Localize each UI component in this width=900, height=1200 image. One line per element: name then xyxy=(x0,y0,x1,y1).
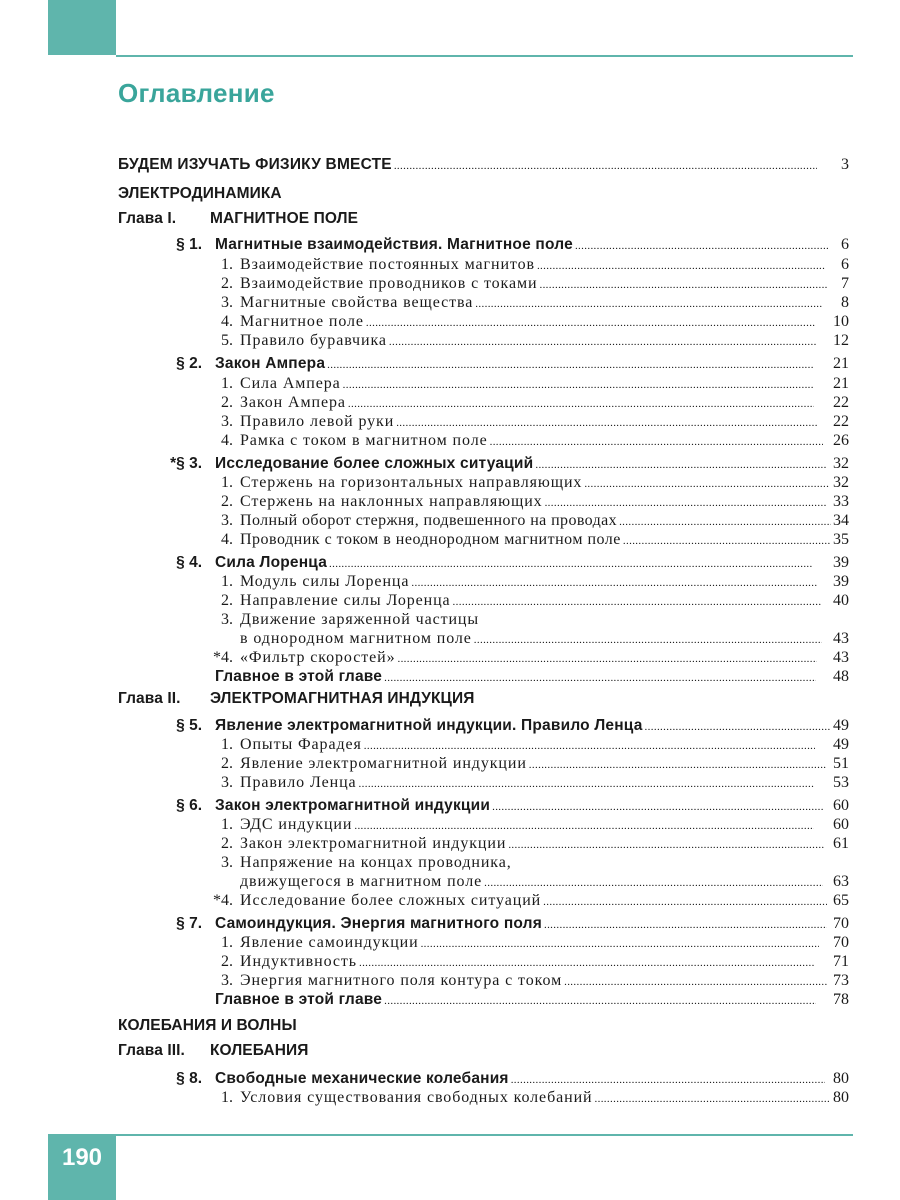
toc-entry-intro[interactable] xyxy=(118,156,849,174)
chapter-heading-2 xyxy=(118,690,474,708)
dot-leader xyxy=(544,915,827,933)
item-number: *4. xyxy=(213,649,233,666)
toc-entry-title: Напряжение на концах проводника, xyxy=(240,854,512,871)
toc-entry-page: 10 xyxy=(833,313,849,330)
paragraph-number: § 4. xyxy=(176,554,202,571)
toc-entry-title: Правило буравчика xyxy=(240,332,387,349)
toc-entry-item[interactable] xyxy=(240,736,849,754)
dot-leader xyxy=(529,755,826,773)
toc-entry-title: БУДЕМ ИЗУЧАТЬ ФИЗИКУ ВМЕСТЕ xyxy=(118,156,392,173)
dot-leader xyxy=(543,892,827,910)
item-number: 2. xyxy=(221,953,233,970)
dot-leader xyxy=(537,256,826,274)
section-heading-oscillations-waves: КОЛЕБАНИЯ И ВОЛНЫ xyxy=(118,1017,297,1034)
toc-entry-page: 70 xyxy=(833,934,849,951)
bottom-rule xyxy=(116,1134,853,1136)
dot-leader xyxy=(539,275,826,293)
toc-entry-item[interactable] xyxy=(240,474,849,492)
toc-entry-page: 63 xyxy=(833,873,849,890)
toc-entry-title: Энергия магнитного поля контура с током xyxy=(240,972,563,989)
paragraph-number: § 8. xyxy=(176,1070,202,1087)
dot-leader xyxy=(453,592,821,610)
page-number: 190 xyxy=(61,1144,103,1171)
toc-entry-page: 35 xyxy=(833,531,849,548)
item-number: 1. xyxy=(221,573,233,590)
toc-entry-item[interactable] xyxy=(240,835,849,853)
dot-leader xyxy=(397,649,817,667)
toc-entry-paragraph-2[interactable] xyxy=(215,355,849,373)
toc-entry-item[interactable] xyxy=(240,816,849,834)
dot-leader xyxy=(359,774,815,792)
toc-entry-page: 8 xyxy=(841,294,849,311)
toc-entry-page: 60 xyxy=(833,797,849,814)
toc-entry-paragraph-8[interactable] xyxy=(215,1070,849,1088)
toc-entry-title: Взаимодействие постоянных магнитов xyxy=(240,256,535,273)
page-title: Оглавление xyxy=(118,78,275,108)
dot-leader xyxy=(535,455,826,473)
toc-entry-title: Проводник с током в неоднородном магнитном поле xyxy=(240,531,621,548)
chapter-prefix: Глава III. xyxy=(118,1042,185,1059)
toc-entry-page: 33 xyxy=(833,493,849,510)
toc-entry-page: 71 xyxy=(833,953,849,970)
paragraph-number: § 5. xyxy=(176,717,202,734)
dot-leader xyxy=(584,474,829,492)
toc-entry-paragraph-7[interactable] xyxy=(215,915,849,933)
toc-entry-title: Взаимодействие проводников с токами xyxy=(240,275,538,292)
chapter-heading-3 xyxy=(118,1042,308,1060)
toc-entry-item-line1 xyxy=(240,854,849,872)
dot-leader xyxy=(389,332,817,350)
dot-leader xyxy=(564,972,828,990)
toc-entry-page: 7 xyxy=(841,275,849,292)
chapter-heading-1 xyxy=(118,210,358,228)
item-number: 5. xyxy=(221,332,233,349)
toc-entry-item[interactable] xyxy=(240,972,849,990)
toc-entry-title: Сила Лоренца xyxy=(215,554,328,571)
toc-entry-page: 12 xyxy=(833,332,849,349)
item-number: 3. xyxy=(221,611,233,628)
dot-leader xyxy=(484,873,823,891)
toc-entry-item[interactable] xyxy=(240,413,849,431)
toc-entry-title: Закон электромагнитной индукции xyxy=(215,797,491,814)
dot-leader xyxy=(421,934,819,952)
dot-leader xyxy=(354,816,814,834)
toc-entry-paragraph-6[interactable] xyxy=(215,797,849,815)
dot-leader xyxy=(396,413,817,431)
toc-entry-title: Закон электромагнитной индукции xyxy=(240,835,507,852)
chapter-prefix: Глава I. xyxy=(118,210,177,227)
toc-entry-item[interactable] xyxy=(240,873,849,891)
chapter-prefix: Глава II. xyxy=(118,690,181,707)
item-number: 2. xyxy=(221,755,233,772)
dot-leader xyxy=(366,313,815,331)
toc-entry-paragraph-3[interactable] xyxy=(215,455,849,473)
toc-entry-page: 70 xyxy=(833,915,849,932)
toc-entry-page: 6 xyxy=(841,256,849,273)
toc-entry-title: Модуль силы Лоренца xyxy=(240,573,410,590)
toc-entry-title: Опыты Фарадея xyxy=(240,736,362,753)
toc-entry-item[interactable] xyxy=(240,649,849,667)
toc-entry-page: 32 xyxy=(833,474,849,491)
paragraph-number: § 7. xyxy=(176,915,202,932)
dot-leader xyxy=(619,512,831,530)
chapter-title: ЭЛЕКТРОМАГНИТНАЯ ИНДУКЦИЯ xyxy=(210,690,475,707)
item-number: 3. xyxy=(221,413,233,430)
toc-entry-item[interactable] xyxy=(240,630,849,648)
dot-leader xyxy=(508,835,824,853)
toc-entry-item[interactable] xyxy=(240,1089,849,1107)
toc-entry-title: Условия существования свободных колебаний xyxy=(240,1089,593,1106)
toc-entry-title: ЭДС индукции xyxy=(240,816,353,833)
paragraph-number: § 1. xyxy=(176,236,202,253)
item-number: 3. xyxy=(221,512,233,529)
toc-entry-page: 49 xyxy=(833,717,849,734)
toc-entry-item[interactable] xyxy=(240,313,849,331)
toc-entry-chapter-summary-1[interactable] xyxy=(215,668,849,686)
item-number: 1. xyxy=(221,736,233,753)
toc-entry-title: Полный оборот стержня, подвешенного на проводах xyxy=(240,512,618,529)
chapter-title: МАГНИТНОЕ ПОЛЕ xyxy=(210,210,359,227)
item-number: 1. xyxy=(221,816,233,833)
toc-entry-item[interactable] xyxy=(240,375,849,393)
item-number: 4. xyxy=(221,313,233,330)
item-number: 3. xyxy=(221,854,233,871)
toc-entry-page: 51 xyxy=(833,755,849,772)
dot-leader xyxy=(343,375,814,393)
toc-entry-page: 34 xyxy=(833,512,849,529)
toc-entry-item[interactable] xyxy=(240,332,849,350)
toc-entry-page: 61 xyxy=(833,835,849,852)
toc-entry-title: Стержень на горизонтальных направляющих xyxy=(240,474,583,491)
toc-entry-title: Закон Ампера xyxy=(240,394,346,411)
toc-entry-item[interactable] xyxy=(240,755,849,773)
item-number: *4. xyxy=(213,892,233,909)
toc-entry-item[interactable] xyxy=(240,592,849,610)
item-number: 3. xyxy=(221,294,233,311)
toc-entry-paragraph-5[interactable] xyxy=(215,717,849,735)
toc-entry-title: Магнитное поле xyxy=(240,313,364,330)
toc-entry-page: 43 xyxy=(833,630,849,647)
toc-entry-page: 21 xyxy=(833,375,849,392)
toc-entry-item[interactable] xyxy=(240,892,849,910)
dot-leader xyxy=(623,531,831,549)
dot-leader xyxy=(384,668,816,686)
item-number: 1. xyxy=(221,375,233,392)
item-number: 3. xyxy=(221,972,233,989)
dot-leader xyxy=(545,493,827,511)
toc-entry-page: 22 xyxy=(833,413,849,430)
item-number: 2. xyxy=(221,394,233,411)
toc-entry-title: Правило Ленца xyxy=(240,774,357,791)
toc-entry-item[interactable] xyxy=(240,531,849,549)
toc-entry-item[interactable] xyxy=(240,512,849,530)
toc-entry-title: Магнитные свойства вещества xyxy=(240,294,474,311)
toc-entry-page: 32 xyxy=(833,455,849,472)
toc-entry-page: 60 xyxy=(833,816,849,833)
dot-leader xyxy=(575,236,829,254)
toc-entry-page: 3 xyxy=(841,156,849,173)
toc-entry-title: Свободные механические колебания xyxy=(215,1070,509,1087)
toc-entry-paragraph-4[interactable] xyxy=(215,554,849,572)
toc-entry-page: 73 xyxy=(833,972,849,989)
dot-leader xyxy=(327,355,812,373)
dot-leader xyxy=(645,717,831,735)
toc-entry-chapter-summary-2[interactable] xyxy=(215,991,849,1009)
dot-leader xyxy=(475,294,822,312)
toc-entry-page: 39 xyxy=(833,573,849,590)
dot-leader xyxy=(394,156,817,174)
toc-entry-title: Магнитные взаимодействия. Магнитное поле xyxy=(215,236,573,253)
section-heading-electrodynamics: ЭЛЕКТРОДИНАМИКА xyxy=(118,185,282,202)
item-number: 1. xyxy=(221,256,233,273)
toc-entry-title: Стержень на наклонных направляющих xyxy=(240,493,543,510)
item-number: 2. xyxy=(221,835,233,852)
item-number: 1. xyxy=(221,1089,233,1106)
item-number: 2. xyxy=(221,592,233,609)
toc-entry-title: «Фильтр скоростей» xyxy=(240,649,396,666)
paragraph-number: § 2. xyxy=(176,355,202,372)
toc-entry-item[interactable] xyxy=(240,394,849,412)
dot-leader xyxy=(595,1089,831,1107)
toc-entry-page: 78 xyxy=(833,991,849,1008)
dot-leader xyxy=(411,573,818,591)
toc-entry-title: Главное в этой главе xyxy=(215,991,383,1008)
toc-entry-page: 65 xyxy=(833,892,849,909)
dot-leader xyxy=(348,394,814,412)
dot-leader xyxy=(384,991,816,1009)
dot-leader xyxy=(474,630,822,648)
toc-entry-item-line1 xyxy=(240,611,849,629)
toc-entry-title: Закон Ампера xyxy=(215,355,326,372)
item-number: 2. xyxy=(221,275,233,292)
dot-leader xyxy=(364,736,815,754)
toc-entry-title: Главное в этой главе xyxy=(215,668,383,685)
toc-entry-page: 43 xyxy=(833,649,849,666)
toc-entry-title-continued: движущегося в магнитном поле xyxy=(240,873,483,890)
toc-entry-title: Сила Ампера xyxy=(240,375,341,392)
toc-entry-title: Исследование более сложных ситуаций xyxy=(240,892,542,909)
toc-entry-title: Индуктивность xyxy=(240,953,357,970)
dot-leader xyxy=(490,432,824,450)
toc-entry-title: Явление электромагнитной индукции xyxy=(240,755,527,772)
toc-entry-item[interactable] xyxy=(240,432,849,450)
toc-entry-page: 26 xyxy=(833,432,849,449)
toc-entry-item[interactable] xyxy=(240,493,849,511)
item-number: 4. xyxy=(221,432,233,449)
toc-entry-page: 22 xyxy=(833,394,849,411)
paragraph-number: *§ 3. xyxy=(170,455,202,472)
item-number: 2. xyxy=(221,493,233,510)
paragraph-number: § 6. xyxy=(176,797,202,814)
toc-entry-title: Явление самоиндукции xyxy=(240,934,419,951)
toc-entry-page: 21 xyxy=(833,355,849,372)
toc-entry-page: 39 xyxy=(833,554,849,571)
toc-entry-page: 40 xyxy=(833,592,849,609)
toc-entry-page: 80 xyxy=(833,1070,849,1087)
dot-leader xyxy=(511,1070,825,1088)
toc-entry-page: 49 xyxy=(833,736,849,753)
toc-entry-title-continued: в однородном магнитном поле xyxy=(240,630,472,647)
toc-entry-page: 80 xyxy=(833,1089,849,1106)
dot-leader xyxy=(329,554,813,572)
toc-entry-title: Исследование более сложных ситуаций xyxy=(215,455,534,472)
item-number: 1. xyxy=(221,474,233,491)
toc-entry-item[interactable] xyxy=(240,275,849,293)
toc-entry-title: Движение заряженной частицы xyxy=(240,611,480,628)
toc-entry-item[interactable] xyxy=(240,774,849,792)
item-number: 3. xyxy=(221,774,233,791)
toc-entry-item[interactable] xyxy=(240,256,849,274)
toc-entry-item[interactable] xyxy=(240,573,849,591)
toc-entry-page: 53 xyxy=(833,774,849,791)
toc-entry-title: Явление электромагнитной индукции. Правило Ленца xyxy=(215,717,643,734)
dot-leader xyxy=(359,953,815,971)
toc-entry-title: Рамка с током в магнитном поле xyxy=(240,432,488,449)
toc-entry-item[interactable] xyxy=(240,294,849,312)
toc-entry-item[interactable] xyxy=(240,953,849,971)
item-number: 1. xyxy=(221,934,233,951)
dot-leader xyxy=(492,797,823,815)
toc-entry-title: Направление силы Лоренца xyxy=(240,592,451,609)
toc-entry-paragraph-1[interactable] xyxy=(215,236,849,254)
toc-entry-title: Самоиндукция. Энергия магнитного поля xyxy=(215,915,542,932)
toc-entry-page: 48 xyxy=(833,668,849,685)
item-number: 4. xyxy=(221,531,233,548)
toc-entry-title: Правило левой руки xyxy=(240,413,395,430)
toc-entry-page: 6 xyxy=(841,236,849,253)
chapter-title: КОЛЕБАНИЯ xyxy=(210,1042,309,1059)
toc-entry-item[interactable] xyxy=(240,934,849,952)
